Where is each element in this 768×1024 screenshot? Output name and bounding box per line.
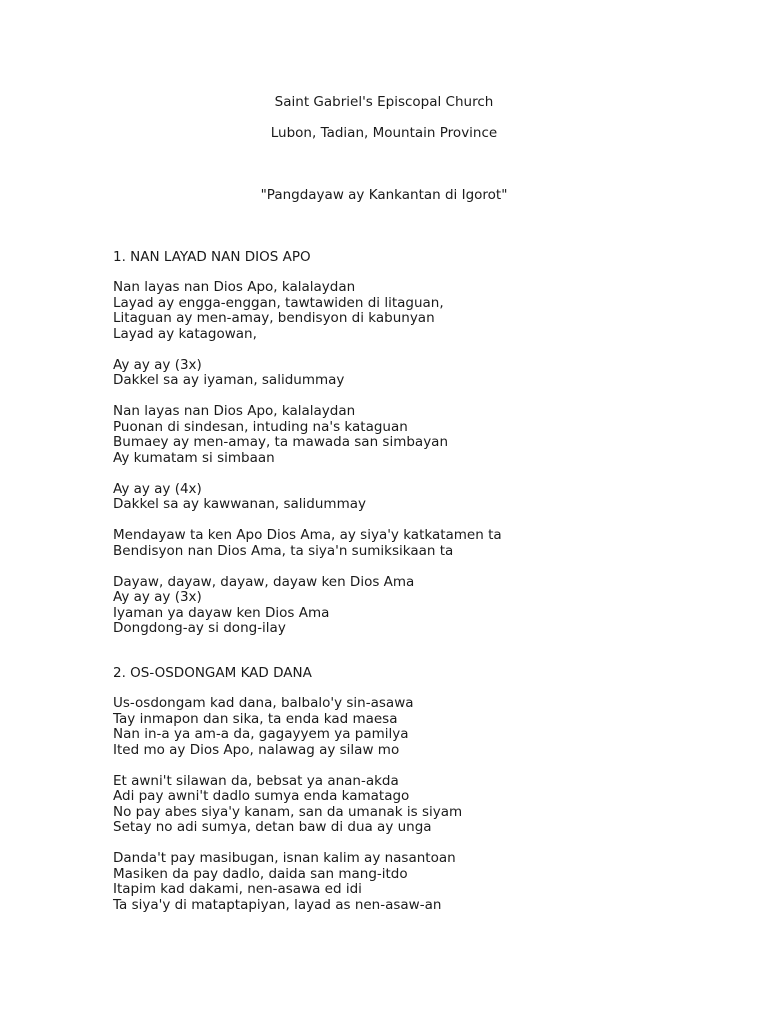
song-stanzas <box>113 696 733 913</box>
lyric-line: Setay no adi sumya, detan baw di dua ay unga <box>113 819 432 835</box>
lyric-line: Adi pay awni't dadlo sumya enda kamatago <box>113 788 410 804</box>
stanza <box>113 404 733 466</box>
stanza <box>113 774 733 836</box>
lyric-line: Layad ay engga-enggan, tawtawiden di litaguan, <box>113 294 444 311</box>
stanza <box>113 851 733 913</box>
lyric-line: Tay inmapon dan sika, ta enda kad maesa <box>113 710 398 727</box>
stanza <box>113 696 733 758</box>
lyric-line: Us-osdongam kad dana, balbalo'y sin-asawa <box>113 695 414 711</box>
lyric-line: Mendayaw ta ken Apo Dios Ama, ay siya'y katkatamen ta <box>113 527 502 543</box>
stanza <box>113 358 733 389</box>
lyric-line: Ay ay ay (3x) <box>113 356 202 373</box>
lyric-line: Layad ay katagowan, <box>113 325 257 342</box>
lyric-line: Iyaman ya dayaw ken Dios Ama <box>113 604 330 621</box>
church-location: Lubon, Tadian, Mountain Province <box>270 125 498 141</box>
song-stanzas <box>113 280 733 637</box>
church-name: Saint Gabriel's Episcopal Church <box>274 94 494 110</box>
lyric-line: Dayaw, dayaw, dayaw, dayaw ken Dios Ama <box>113 573 415 590</box>
lyric-line: Dongdong-ay si dong-ilay <box>113 620 286 636</box>
lyric-line: Masiken da pay dadlo, daida san mang-itdo <box>113 865 408 882</box>
song-1 <box>113 249 733 637</box>
stanza <box>113 575 733 637</box>
lyric-line: Bumaey ay men-amay, ta mawada san simbayan <box>113 434 449 450</box>
lyric-line: Ay kumatam si simbaan <box>113 449 275 466</box>
lyric-line: Bendisyon nan Dios Ama, ta siya'n sumiksikaan ta <box>113 542 454 559</box>
stanza <box>113 528 733 559</box>
lyric-line: Ay ay ay (3x) <box>113 589 202 605</box>
lyric-line: Danda't pay masibugan, isnan kalim ay nasantoan <box>113 850 456 866</box>
lyric-line: Ta siya'y di mataptapiyan, layad as nen-asaw-an <box>113 896 442 913</box>
lyric-line: Dakkel sa ay iyaman, salidummay <box>113 372 345 388</box>
song-title: 2. OS-OSDONGAM KAD DANA <box>113 665 312 681</box>
lyric-line: Et awni't silawan da, bebsat ya anan-akda <box>113 772 399 789</box>
collection-title: "Pangdayaw ay Kankantan di Igorot" <box>260 187 508 203</box>
lyric-line: Puonan di sindesan, intuding na's kataguan <box>113 418 408 435</box>
song-2 <box>113 665 733 913</box>
lyric-line: Nan in-a ya am-a da, gagayyem ya pamilya <box>113 726 409 742</box>
lyric-line: Nan layas nan Dios Apo, kalalaydan <box>113 403 356 419</box>
lyric-line: Ay ay ay (4x) <box>113 480 202 497</box>
lyric-line: Itapim kad dakami, nen-asawa ed idi <box>113 881 362 897</box>
lyric-line: Ited mo ay Dios Apo, nalawag ay silaw mo <box>113 741 400 758</box>
song-title: 1. NAN LAYAD NAN DIOS APO <box>113 249 311 265</box>
lyric-line: No pay abes siya'y kanam, san da umanak is siyam <box>113 803 463 820</box>
lyric-line: Nan layas nan Dios Apo, kalalaydan <box>113 279 356 295</box>
stanza <box>113 482 733 513</box>
lyric-line: Dakkel sa ay kawwanan, salidummay <box>113 496 366 512</box>
lyric-line: Litaguan ay men-amay, bendisyon di kabunyan <box>113 310 435 326</box>
stanza <box>113 280 733 342</box>
